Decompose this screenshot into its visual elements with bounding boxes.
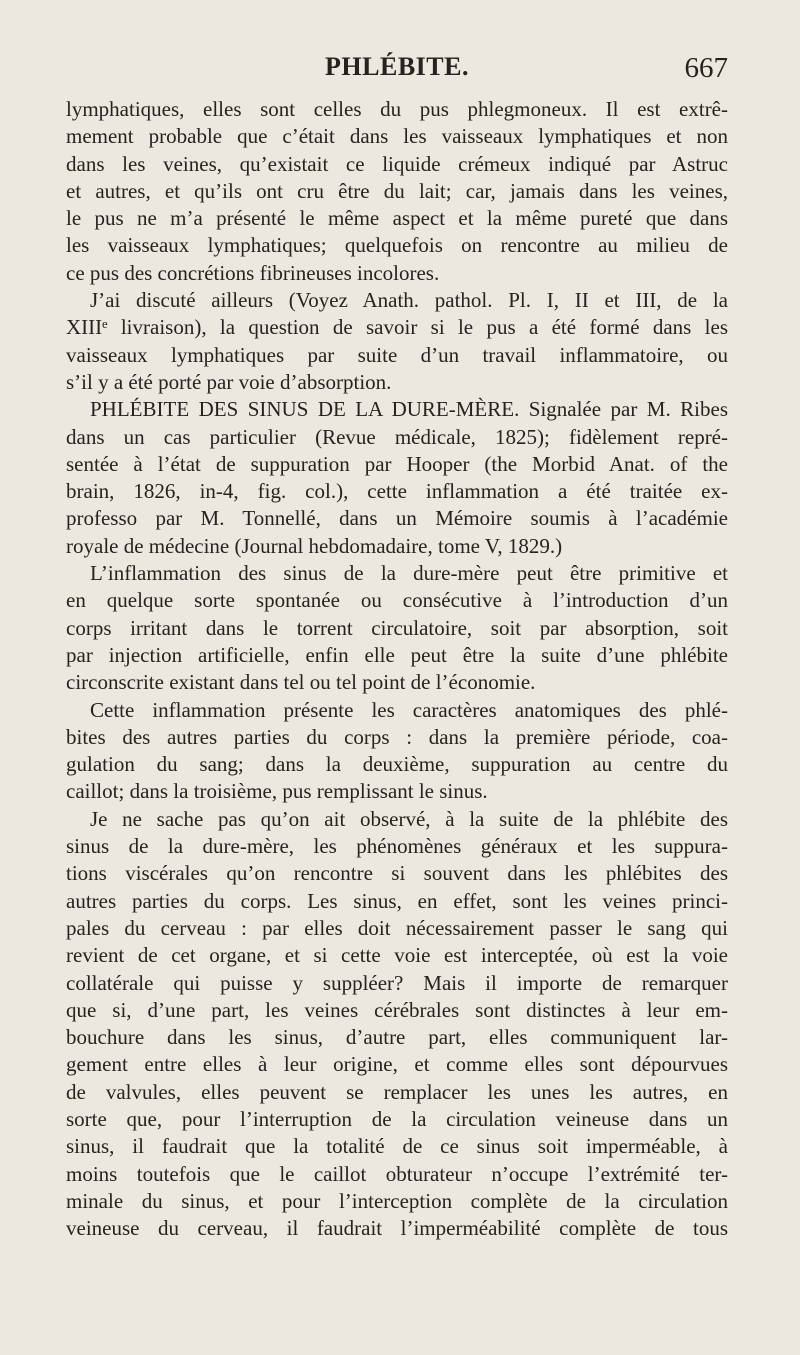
text-line: les vaisseaux lymphatiques; quelquefois on rencontre au milieu de xyxy=(66,233,728,258)
text-line: autres parties du corps. Les sinus, en effet, sont les veines princi- xyxy=(66,888,728,913)
text-line: brain, 1826, in-4, fig. col.), cette inflammation a été traitée ex- xyxy=(66,479,728,504)
page-header xyxy=(66,52,728,88)
text-line: dans un cas particulier (Revue médicale, 1825); fidèlement repré- xyxy=(66,424,728,449)
text-line: en quelque sorte spontanée ou consécutive à l’introduction d’un xyxy=(66,588,728,613)
text-line: mement probable que c’était dans les vaisseaux lymphatiques et non xyxy=(66,124,728,149)
text-line: sentée à l’état de suppuration par Hooper (the Morbid Anat. of the xyxy=(66,451,728,476)
body-text xyxy=(66,96,728,1242)
text-line: tions viscérales qu’on rencontre si souvent dans les phlébites des xyxy=(66,861,728,886)
text-line: sinus de la dure-mère, les phénomènes généraux et les suppura- xyxy=(66,834,728,859)
text-line: de valvules, elles peuvent se remplacer les unes les autres, en xyxy=(66,1079,728,1104)
text-line: gulation du sang; dans la deuxième, suppuration au centre du xyxy=(66,752,728,777)
text-line: ce pus des concrétions fibrineuses incolores. xyxy=(66,260,440,285)
text-line: corps irritant dans le torrent circulatoire, soit par absorption, soit xyxy=(66,615,728,640)
text-line: moins toutefois que le caillot obturateur n’occupe l’extrémité ter- xyxy=(66,1161,728,1186)
text-line: que si, d’une part, les veines cérébrales sont distinctes à leur em- xyxy=(66,997,728,1022)
text-line: minale du sinus, et pour l’interception complète de la circulation xyxy=(66,1188,728,1213)
text-line: et autres, et qu’ils ont cru être du lait; car, jamais dans les veines, xyxy=(66,178,728,203)
text-line: XIIIᵉ livraison), la question de savoir si le pus a été formé dans les xyxy=(66,315,728,340)
text-line: royale de médecine (Journal hebdomadaire, tome V, 1829.) xyxy=(66,533,563,558)
text-line: PHLÉBITE DES SINUS DE LA DURE-MÈRE. Signalée par M. Ribes xyxy=(90,397,728,422)
text-line: par injection artificielle, enfin elle peut être la suite d’une phlébite xyxy=(66,642,728,667)
text-line: professo par M. Tonnellé, dans un Mémoire soumis à l’académie xyxy=(66,506,728,531)
text-line: sorte que, pour l’interruption de la circulation veineuse dans un xyxy=(66,1106,728,1131)
text-line: vaisseaux lymphatiques par suite d’un travail inflammatoire, ou xyxy=(66,342,728,367)
text-line: L’inflammation des sinus de la dure-mère peut être primitive et xyxy=(90,561,728,586)
text-line: lymphatiques, elles sont celles du pus phlegmoneux. Il est extrê- xyxy=(66,97,728,121)
text-line: bouchure dans les sinus, d’autre part, elles communiquent lar- xyxy=(66,1025,728,1050)
text-line: dans les veines, qu’existait ce liquide crémeux indiqué par Astruc xyxy=(66,151,728,176)
running-title: PHLÉBITE. xyxy=(325,52,469,81)
text-line: caillot; dans la troisième, pus remplissant le sinus. xyxy=(66,779,488,804)
text-line: veineuse du cerveau, il faudrait l’imperméabilité complète de tous xyxy=(66,1216,728,1241)
text-line: le pus ne m’a présenté le même aspect et la même pureté que dans xyxy=(66,206,728,231)
text-line: Je ne sache pas qu’on ait observé, à la suite de la phlébite des xyxy=(90,806,728,831)
text-line: s’il y a été porté par voie d’absorption. xyxy=(66,369,392,394)
text-line: revient de cet organe, et si cette voie est interceptée, où est la voie xyxy=(66,943,728,968)
text-line: Cette inflammation présente les caractères anatomiques des phlé- xyxy=(90,697,728,722)
page-number: 667 xyxy=(684,52,728,84)
text-line: bites des autres parties du corps : dans la première période, coa- xyxy=(66,724,728,749)
text-line: sinus, il faudrait que la totalité de ce sinus soit imperméable, à xyxy=(66,1134,728,1159)
text-line: circonscrite existant dans tel ou tel point de l’économie. xyxy=(66,670,536,695)
text-line: J’ai discuté ailleurs (Voyez Anath. pathol. Pl. I, II et III, de la xyxy=(90,288,728,313)
text-line: pales du cerveau : par elles doit nécessairement passer le sang qui xyxy=(66,915,728,940)
text-line: collatérale qui puisse y suppléer? Mais il importe de remarquer xyxy=(66,970,728,995)
text-line: gement entre elles à leur origine, et comme elles sont dépourvues xyxy=(66,1052,728,1077)
